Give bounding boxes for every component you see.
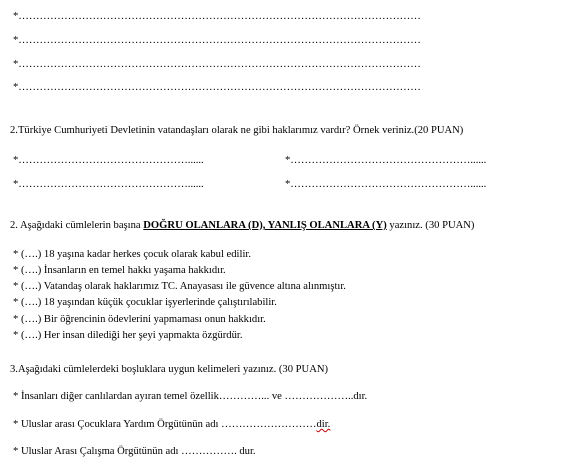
answer-line-3[interactable]: *……………………………………………………………………………………………………: [13, 59, 421, 70]
tf-item-4[interactable]: * (….) 18 yaşından küçük çocuklar işyerlerinde çalıştırılabilir.: [13, 297, 277, 308]
rights-answer-left-1[interactable]: *…………………………………………......: [13, 155, 204, 166]
fill-blank-2[interactable]: [13, 418, 330, 431]
tf-title-prefix: 2. Aşağıdaki cümlelerin başına: [10, 220, 144, 231]
fill-blank-1[interactable]: * İnsanları diğer canlılardan ayıran temel özellik…………... ve ………………..dır.: [13, 391, 368, 402]
answer-line-2[interactable]: *……………………………………………………………………………………………………: [13, 35, 421, 46]
tf-item-6[interactable]: * (….) Her insan dilediği her şeyi yapmakta özgürdür.: [13, 330, 243, 341]
rights-answer-right-2[interactable]: *……………………………………………......: [285, 179, 487, 190]
question-true-false-title: [10, 219, 474, 232]
question-fill-blanks-title: 3.Aşağıdaki cümlelerdeki boşluklara uygun kelimeleri yazınız. (30 PUAN): [10, 364, 329, 375]
tf-item-5[interactable]: * (….) Bir öğrencinin ödevlerini yapmaması onun hakkıdır.: [13, 314, 266, 325]
fill-blank-3[interactable]: * Uluslar Arası Çalışma Örgütünün adı ……………. dur.: [13, 446, 256, 457]
tf-item-2[interactable]: * (….) İnsanların en temel hakkı yaşama hakkıdır.: [13, 265, 226, 276]
tf-item-1[interactable]: * (….) 18 yaşına kadar herkes çocuk olarak kabul edilir.: [13, 249, 251, 260]
tf-title-suffix: yazınız. (30 PUAN): [386, 220, 475, 231]
rights-answer-right-1[interactable]: *……………………………………………......: [285, 155, 487, 166]
fill-blank-2-suffix: dir.: [316, 419, 331, 430]
tf-title-emphasis: DOĞRU OLANLARA (D), YANLIŞ OLANLARA (Y): [143, 220, 387, 231]
rights-answer-left-2[interactable]: *…………………………………………......: [13, 179, 204, 190]
answer-line-4[interactable]: *……………………………………………………………………………………………………: [13, 82, 421, 93]
fill-blank-2-text: * Uluslar arası Çocuklara Yardım Örgütünün adı ………………………: [13, 419, 317, 430]
tf-item-3[interactable]: * (….) Vatandaş olarak haklarımız TC. Anayasası ile güvence altına alınmıştır.: [13, 281, 346, 292]
question-rights-title: 2.Türkiye Cumhuriyeti Devletinin vatandaşları olarak ne gibi haklarımız vardır? Örnek veriniz.(20 PUAN): [10, 125, 464, 136]
answer-line-1[interactable]: *……………………………………………………………………………………………………: [13, 11, 421, 22]
